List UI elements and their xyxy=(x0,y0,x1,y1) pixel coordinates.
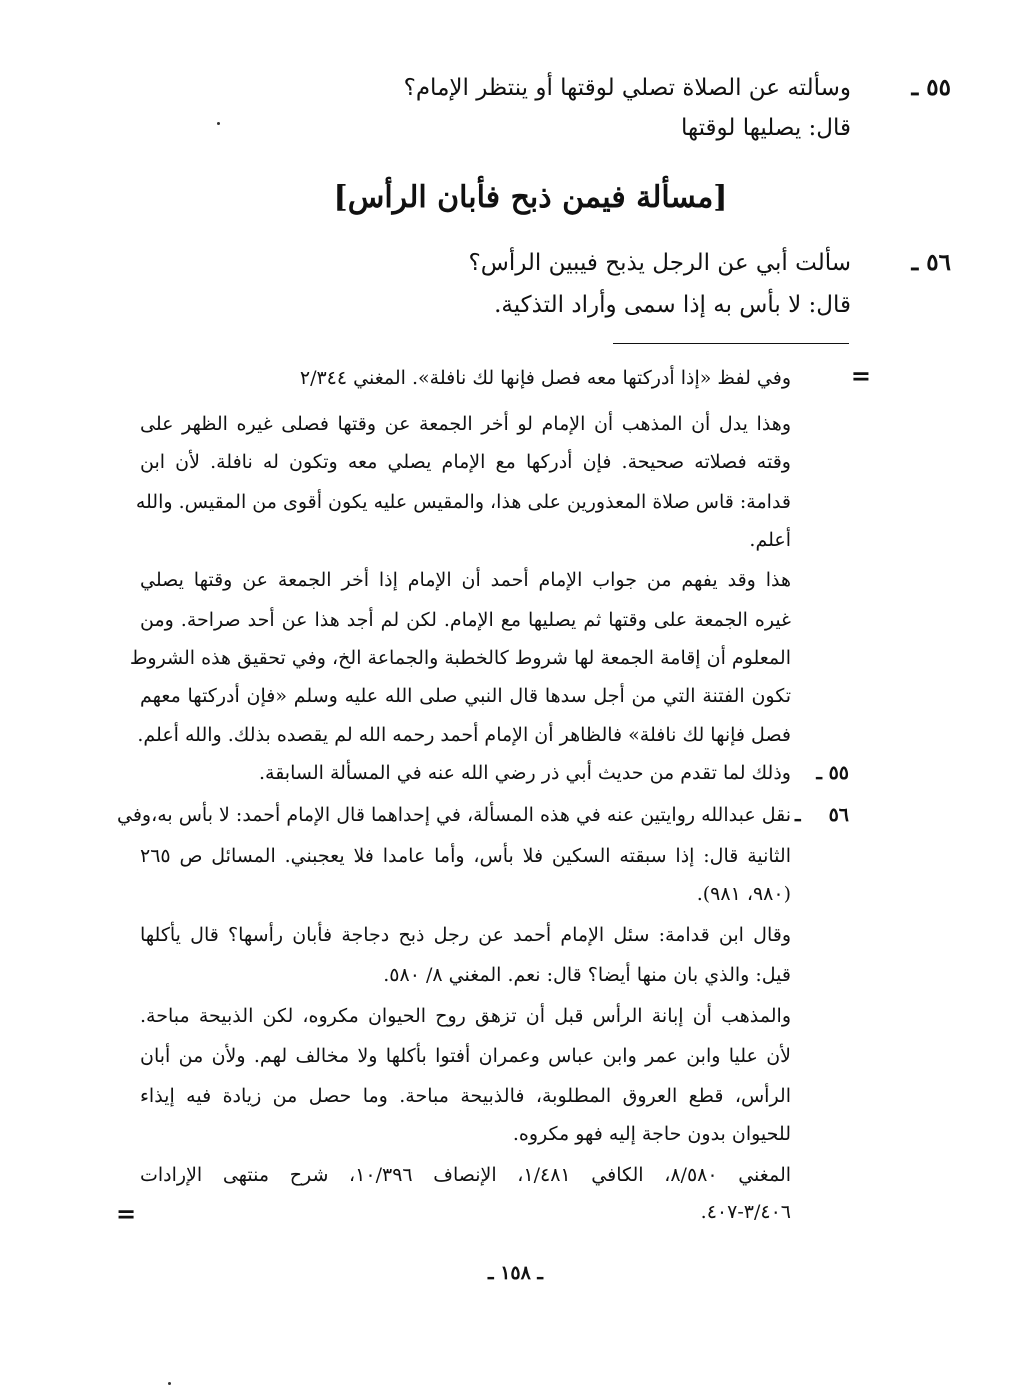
footnote-line: ٣/٤٠٦-٤٠٧. xyxy=(700,1201,791,1223)
footnote-line: للحيوان بدون حاجة إليه فهو مكروه. xyxy=(512,1123,791,1145)
question-55-number: ٥٥ ـ xyxy=(911,74,951,101)
footnote-55-text: وذلك لما تقدم من حديث أبي ذر رضي الله عنه في المسألة السابقة. xyxy=(258,762,791,784)
question-55 xyxy=(403,68,951,108)
footnote-separator xyxy=(613,343,849,344)
footnote-continuation-mark: = xyxy=(850,361,871,390)
footnote-line: وقال ابن قدامة: سئل الإمام أحمد عن رجل ذبح دجاجة فأبان رأسها؟ قال يأكلها xyxy=(140,924,791,946)
footnote-line: أعلم. xyxy=(749,529,791,551)
footnote-line: تكون الفتنة التي من أجل سدها قال النبي صلى الله عليه وسلم «فإن أدركتها معهم xyxy=(140,685,791,707)
footnote-line: الثانية قال: إذا سبقته السكين فلا بأس، وأما عامدا فلا يعجبني. المسائل ص ٢٦٥ xyxy=(140,845,791,867)
footnote-56 xyxy=(117,795,849,835)
footnote-line: والمذهب أن إبانة الرأس قبل أن تزهق روح الحيوان مكروه، لكن الذبيحة مباحة. xyxy=(140,1005,791,1027)
footnote-line: قدامة: قاس صلاة المعذورين على هذا، والمقيس عليه يكون أقوى من المقيس. والله xyxy=(135,491,791,513)
scan-speck xyxy=(168,1382,171,1385)
footnote-end-mark: = xyxy=(116,1199,137,1228)
scan-speck xyxy=(217,122,220,125)
footnote-56-text: نقل عبدالله روايتين عنه في هذه المسألة، في إحداهما قال الإمام أحمد: لا بأس به،وفي xyxy=(117,804,791,826)
footnote-line: لأن عليا وابن عمر وابن عباس وعمران أفتوا بأكلها ولا مخالف لهم. ولأن من أبان xyxy=(140,1045,791,1067)
footnote-line: قيل: والذي بان منها أيضا؟ قال: نعم. المغني ٨/ ٥٨٠. xyxy=(383,964,791,986)
answer-55: قال: يصليها لوقتها xyxy=(680,115,851,141)
footnote-55 xyxy=(140,753,849,793)
footnote-line: غيره الجمعة على وقتها ثم يصليها مع الإمام. لكن لم أجد هذا عن أحد صراحة. ومن xyxy=(140,609,791,631)
footnote-line: وهذا يدل أن المذهب أن الإمام لو أخر الجمعة عن وقتها فصلى غيره الظهر على xyxy=(140,413,791,435)
question-56 xyxy=(468,243,951,283)
answer-56: قال: لا بأس به إذا سمى وأراد التذكية. xyxy=(494,292,851,318)
footnote-line: وفي لفظ «إذا أدركتها معه فصل فإنها لك نافلة». المغني ٢/٣٤٤ xyxy=(299,367,791,389)
footnote-line: الرأس، قطع العروق المطلوبة، فالذبيحة مباحة. وما حصل من زيادة فيه إيذاء xyxy=(140,1085,791,1107)
footnote-line: وقته فصلاته صحيحة. فإن أدركها مع الإمام يصلي معه وتكون له نافلة. لأن ابن xyxy=(140,451,791,473)
footnote-line: المغني ٨/٥٨٠، الكافي ١/٤٨١، الإنصاف ١٠/٣٩٦، شرح منتهى الإرادات xyxy=(140,1164,792,1186)
question-56-number: ٥٦ ـ xyxy=(911,249,951,276)
question-55-text: وسألته عن الصلاة تصلي لوقتها أو ينتظر الإمام؟ xyxy=(403,75,851,101)
footnote-line: المعلوم أن إقامة الجمعة لها شروط كالخطبة والجماعة الخ، وفي تحقيق هذه الشروط xyxy=(129,647,791,669)
section-heading: [مسألة فيمن ذبح فأبان الرأس] xyxy=(333,180,728,215)
footnote-56-number: ٥٦ ـ xyxy=(795,804,849,826)
footnote-line: (٩٨٠، ٩٨١). xyxy=(696,883,791,905)
question-56-text: سألت أبي عن الرجل يذبح فيبين الرأس؟ xyxy=(468,250,851,276)
page-number: ـ ١٥٨ ـ xyxy=(488,1262,543,1284)
footnote-55-number: ٥٥ ـ xyxy=(816,762,849,784)
footnote-line: هذا وقد يفهم من جواب الإمام أحمد أن الإمام إذا أخر الجمعة عن وقتها يصلي xyxy=(140,569,791,591)
footnote-line: فصل فإنها لك نافلة» فالظاهر أن الإمام أحمد رحمه الله لم يقصده بذلك. والله أعلم. xyxy=(137,724,791,746)
